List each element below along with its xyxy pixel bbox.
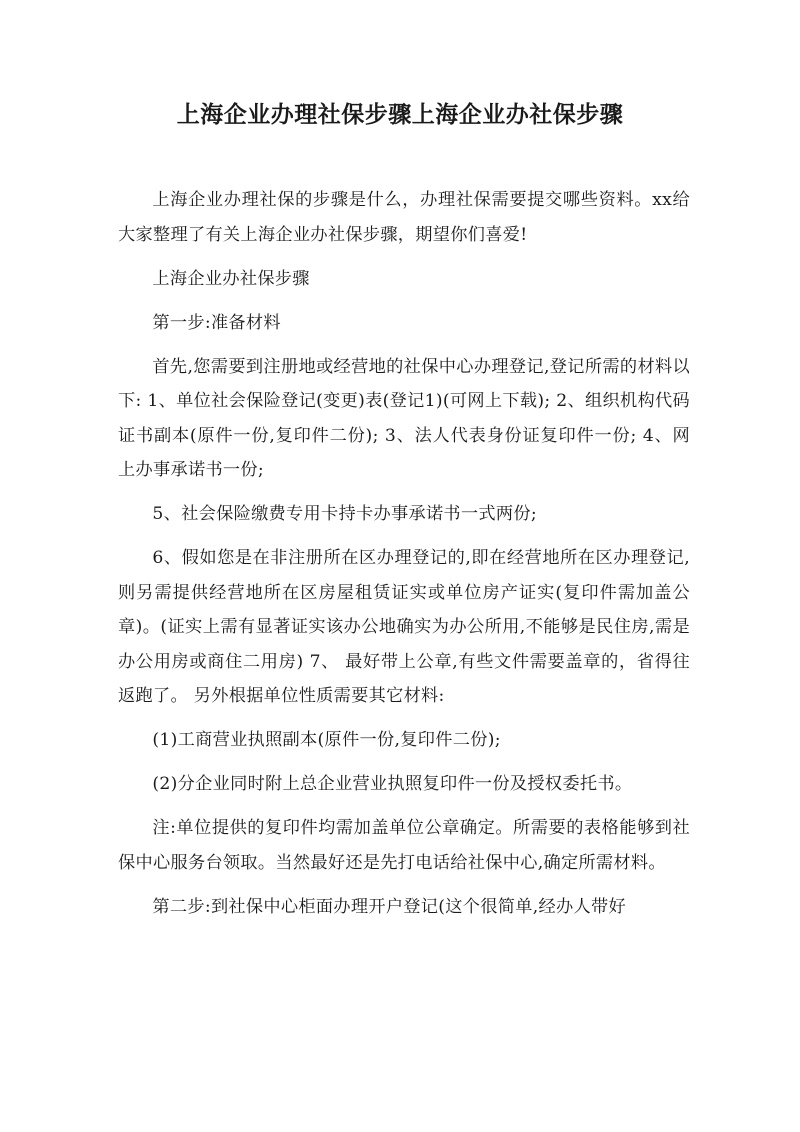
document-title: 上海企业办理社保步骤上海企业办社保步骤 xyxy=(176,101,624,128)
paragraph-materials: 首先,您需要到注册地或经营地的社保中心办理登记,登记所需的材料以下: 1、单位社会保险登记(变更)表(登记1)(可网上下载); 2、组织机构代码证书副本(原件一份,复印件二份); 3、法人代表身份证复印件一份; 4、网上办事承诺书一份; xyxy=(118,356,690,480)
paragraph-sub-item-2: (2)分企业同时附上总企业营业执照复印件一份及授权委托书。 xyxy=(152,774,633,794)
paragraph-section-heading: 上海企业办社保步骤 xyxy=(152,268,310,289)
paragraph-item-5: 5、社会保险缴费专用卡持卡办事承诺书一式两份; xyxy=(152,504,537,524)
document-body xyxy=(118,183,690,934)
paragraph-step-one: 第一步:准备材料 xyxy=(152,312,281,333)
paragraph-intro: 上海企业办理社保的步骤是什么，办理社保需要提交哪些资料。xx给大家整理了有关上海企业办社保步骤，期望你们喜爱! xyxy=(118,190,690,245)
paragraph-sub-item-1: (1)工商营业执照副本(原件一份,复印件二份); xyxy=(152,730,501,750)
paragraph-note: 注:单位提供的复印件均需加盖单位公章确定。所需要的表格能够到社保中心服务台领取。当然最好还是先打电话给社保中心,确定所需材料。 xyxy=(118,818,690,873)
paragraph-item-6: 6、假如您是在非注册所在区办理登记的,即在经营地所在区办理登记,则另需提供经营地所在区房屋租赁证实或单位房产证实(复印件需加盖公章)。(证实上需有显著证实该办公地确实为办公所用,不能够是民住房,需是办公用房或商住二用房) 7、 最好带上公章,有些文件需要盖章的，省得往返跑了。 另外根据单位性质需要其它材料: xyxy=(118,548,690,706)
paragraph-step-two: 第二步:到社保中心柜面办理开户登记(这个很简单,经办人带好 xyxy=(152,896,626,917)
